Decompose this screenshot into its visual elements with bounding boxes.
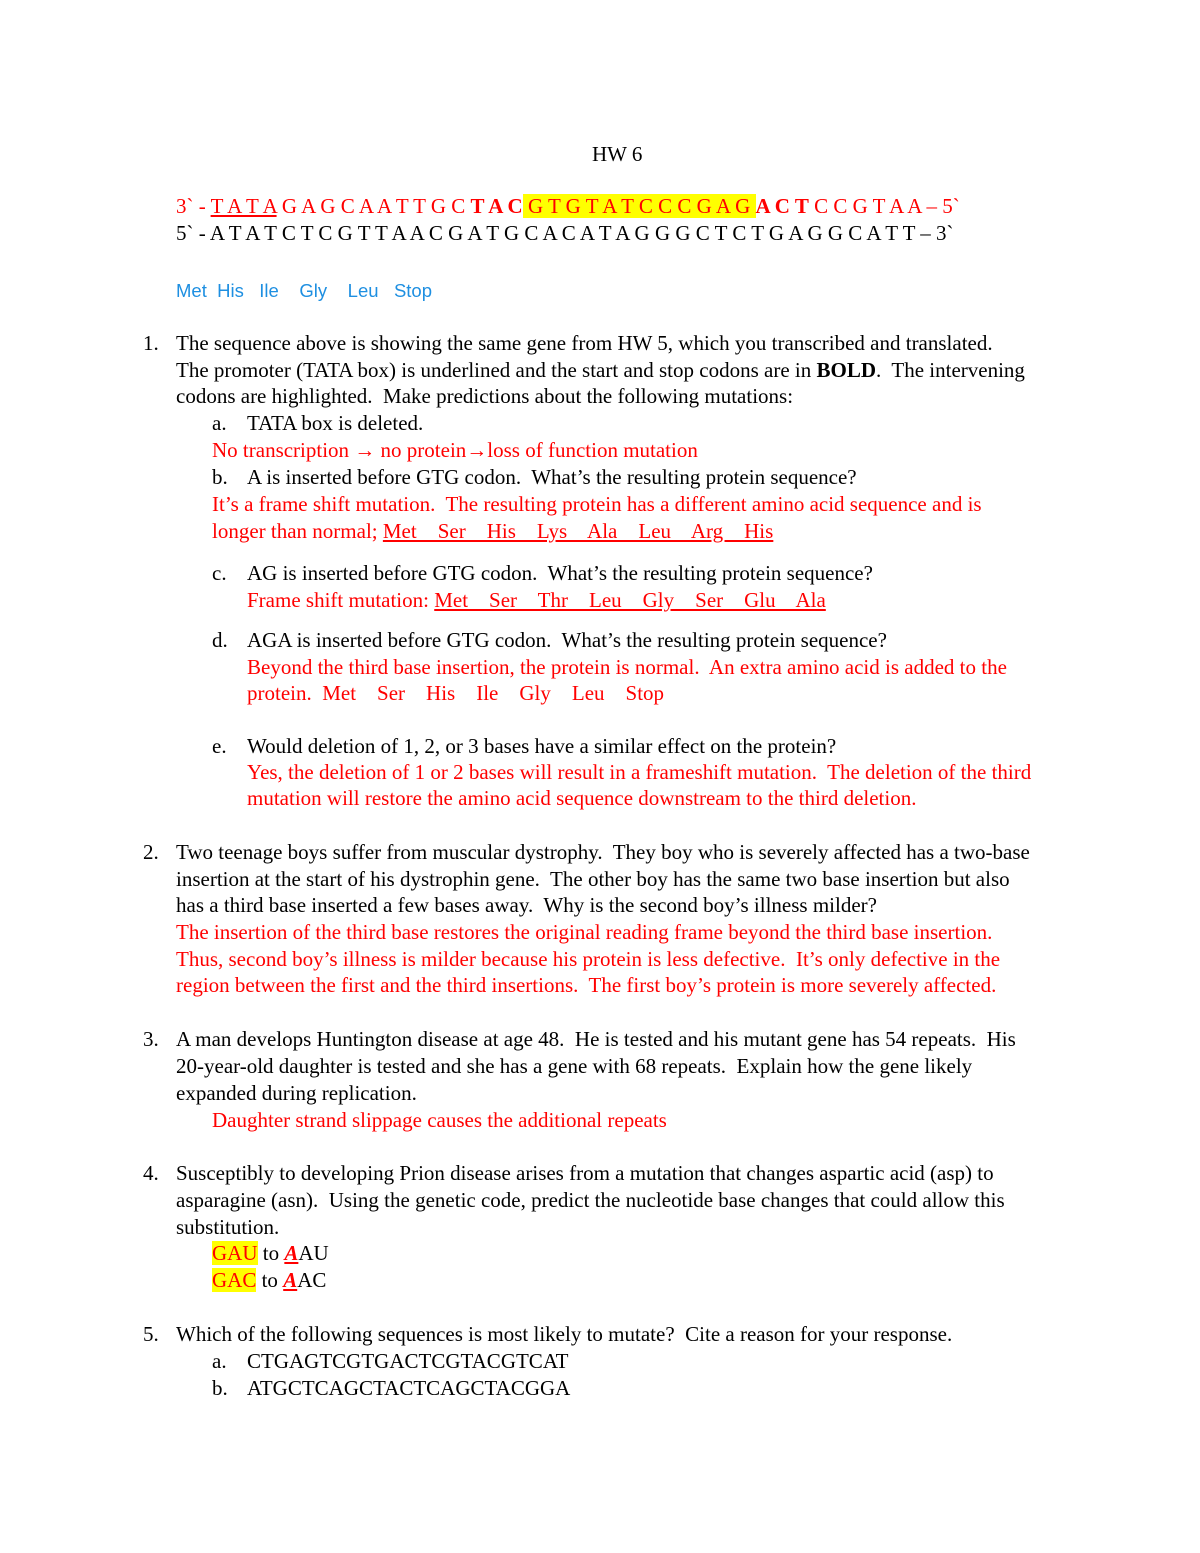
q1b-answer-2-pre: longer than normal; xyxy=(212,519,383,543)
q3-number: 3. xyxy=(143,1027,159,1051)
template-prefix: 3` - xyxy=(176,194,211,218)
q1a-letter: a. xyxy=(212,411,227,435)
q1-line-2-pre: The promoter (TATA box) is underlined and the start and stop codons are in xyxy=(176,358,817,382)
q3-line-3: expanded during replication. xyxy=(176,1081,417,1105)
coding-strand: 5` - A T A T C T C G T T A A C G A T G C A C A T A G G G C T C T G A G G C A T T – 3` xyxy=(176,221,954,245)
q4-answer-1-to: to xyxy=(257,1241,285,1265)
q1c-answer-pre: Frame shift mutation: xyxy=(247,588,435,612)
q5b-letter: b. xyxy=(212,1376,228,1400)
q1c-question: AG is inserted before GTG codon. What’s the resulting protein sequence? xyxy=(247,561,873,585)
q1-line-2-bold: BOLD xyxy=(816,358,876,382)
q3-answer: Daughter strand slippage causes the additional repeats xyxy=(212,1108,667,1132)
q1d-answer-2: protein. Met Ser His Ile Gly Leu Stop xyxy=(247,681,665,705)
q2-answer-3: region between the first and the third insertions. The first boy’s protein is more severely affected. xyxy=(176,973,997,997)
q1-line-1: The sequence above is showing the same gene from HW 5, which you transcribed and translated. xyxy=(176,331,993,355)
q4-answer-2-changed-base: A xyxy=(283,1268,298,1292)
q1e-letter: e. xyxy=(212,734,227,758)
q5-number: 5. xyxy=(143,1322,159,1346)
q1a-question: TATA box is deleted. xyxy=(247,411,424,435)
q2-number: 2. xyxy=(143,840,159,864)
q1a-answer: No transcription → no protein→loss of function mutation xyxy=(212,438,698,462)
q5a-letter: a. xyxy=(212,1349,227,1373)
q1b-question: A is inserted before GTG codon. What’s the resulting protein sequence? xyxy=(247,465,857,489)
q1c-letter: c. xyxy=(212,561,227,585)
q4-answer-1-changed-base: A xyxy=(284,1241,299,1265)
q4-line-1: Susceptibly to developing Prion disease arises from a mutation that changes aspartic acid (asp) to xyxy=(176,1161,994,1185)
template-strand xyxy=(176,193,960,220)
page-title: HW 6 xyxy=(592,142,643,166)
template-mid: G A G C A A T T G C xyxy=(276,194,471,218)
q1e-answer-2: mutation will restore the amino acid sequence downstream to the third deletion. xyxy=(247,786,917,810)
q4-answer-1 xyxy=(212,1240,329,1267)
q1-line-2 xyxy=(176,357,1025,384)
q5a-sequence: CTGAGTCGTGACTCGTACGTCAT xyxy=(247,1349,569,1373)
q1b-answer-2 xyxy=(212,518,773,545)
q1c-protein-sequence: Met Ser Thr Leu Gly Ser Glu Ala xyxy=(434,588,826,612)
q1c-answer xyxy=(247,587,826,614)
q4-answer-2-to: to xyxy=(256,1268,284,1292)
q1-number: 1. xyxy=(143,331,159,355)
start-codon: T A C xyxy=(470,194,523,218)
intervening-codons: G T G T A T C C C G A G xyxy=(522,194,756,218)
translation-line: Met His Ile Gly Leu Stop xyxy=(176,280,433,301)
q1-line-2-post: . The intervening xyxy=(876,358,1025,382)
q4-answer-2 xyxy=(212,1267,326,1294)
template-suffix: C C G T A A – 5` xyxy=(808,194,960,218)
q4-answer-1-codon: GAU xyxy=(212,1241,258,1265)
q2-answer-2: Thus, second boy’s illness is milder because his protein is less defective. It’s only defective in the xyxy=(176,947,1001,971)
q4-answer-1-rest: AU xyxy=(298,1241,329,1265)
q2-line-1: Two teenage boys suffer from muscular dystrophy. They boy who is severely affected has a two-base xyxy=(176,840,1030,864)
q4-number: 4. xyxy=(143,1161,159,1185)
q4-answer-2-codon: GAC xyxy=(212,1268,257,1292)
q5b-sequence: ATGCTCAGCTACTCAGCTACGGA xyxy=(247,1376,571,1400)
q4-answer-2-rest: AC xyxy=(297,1268,327,1292)
q2-answer-1: The insertion of the third base restores the original reading frame beyond the third base insertion. xyxy=(176,920,993,944)
q1-line-3: codons are highlighted. Make predictions about the following mutations: xyxy=(176,384,794,408)
q4-line-3: substitution. xyxy=(176,1215,280,1239)
q3-line-1: A man develops Huntington disease at age 48. He is tested and his mutant gene has 54 repeats. His xyxy=(176,1027,1016,1051)
q2-line-2: insertion at the start of his dystrophin gene. The other boy has the same two base insertion but also xyxy=(176,867,1010,891)
q1e-question: Would deletion of 1, 2, or 3 bases have a similar effect on the protein? xyxy=(247,734,837,758)
q1b-answer-1: It’s a frame shift mutation. The resulting protein has a different amino acid sequence and is xyxy=(212,492,982,516)
stop-codon: A C T xyxy=(755,194,809,218)
q1d-answer-1: Beyond the third base insertion, the protein is normal. An extra amino acid is added to the xyxy=(247,655,1007,679)
q1d-letter: d. xyxy=(212,628,228,652)
q2-line-3: has a third base inserted a few bases away. Why is the second boy’s illness milder? xyxy=(176,893,877,917)
q1b-letter: b. xyxy=(212,465,228,489)
tata-box: T A T A xyxy=(210,194,277,218)
q3-line-2: 20-year-old daughter is tested and she has a gene with 68 repeats. Explain how the gene likely xyxy=(176,1054,973,1078)
q4-line-2: asparagine (asn). Using the genetic code, predict the nucleotide base changes that could allow this xyxy=(176,1188,1005,1212)
q5-line-1: Which of the following sequences is most likely to mutate? Cite a reason for your response. xyxy=(176,1322,953,1346)
q1d-question: AGA is inserted before GTG codon. What’s the resulting protein sequence? xyxy=(247,628,887,652)
q1b-protein-sequence: Met Ser His Lys Ala Leu Arg His xyxy=(382,519,774,543)
q1e-answer-1: Yes, the deletion of 1 or 2 bases will result in a frameshift mutation. The deletion of the third xyxy=(247,760,1032,784)
